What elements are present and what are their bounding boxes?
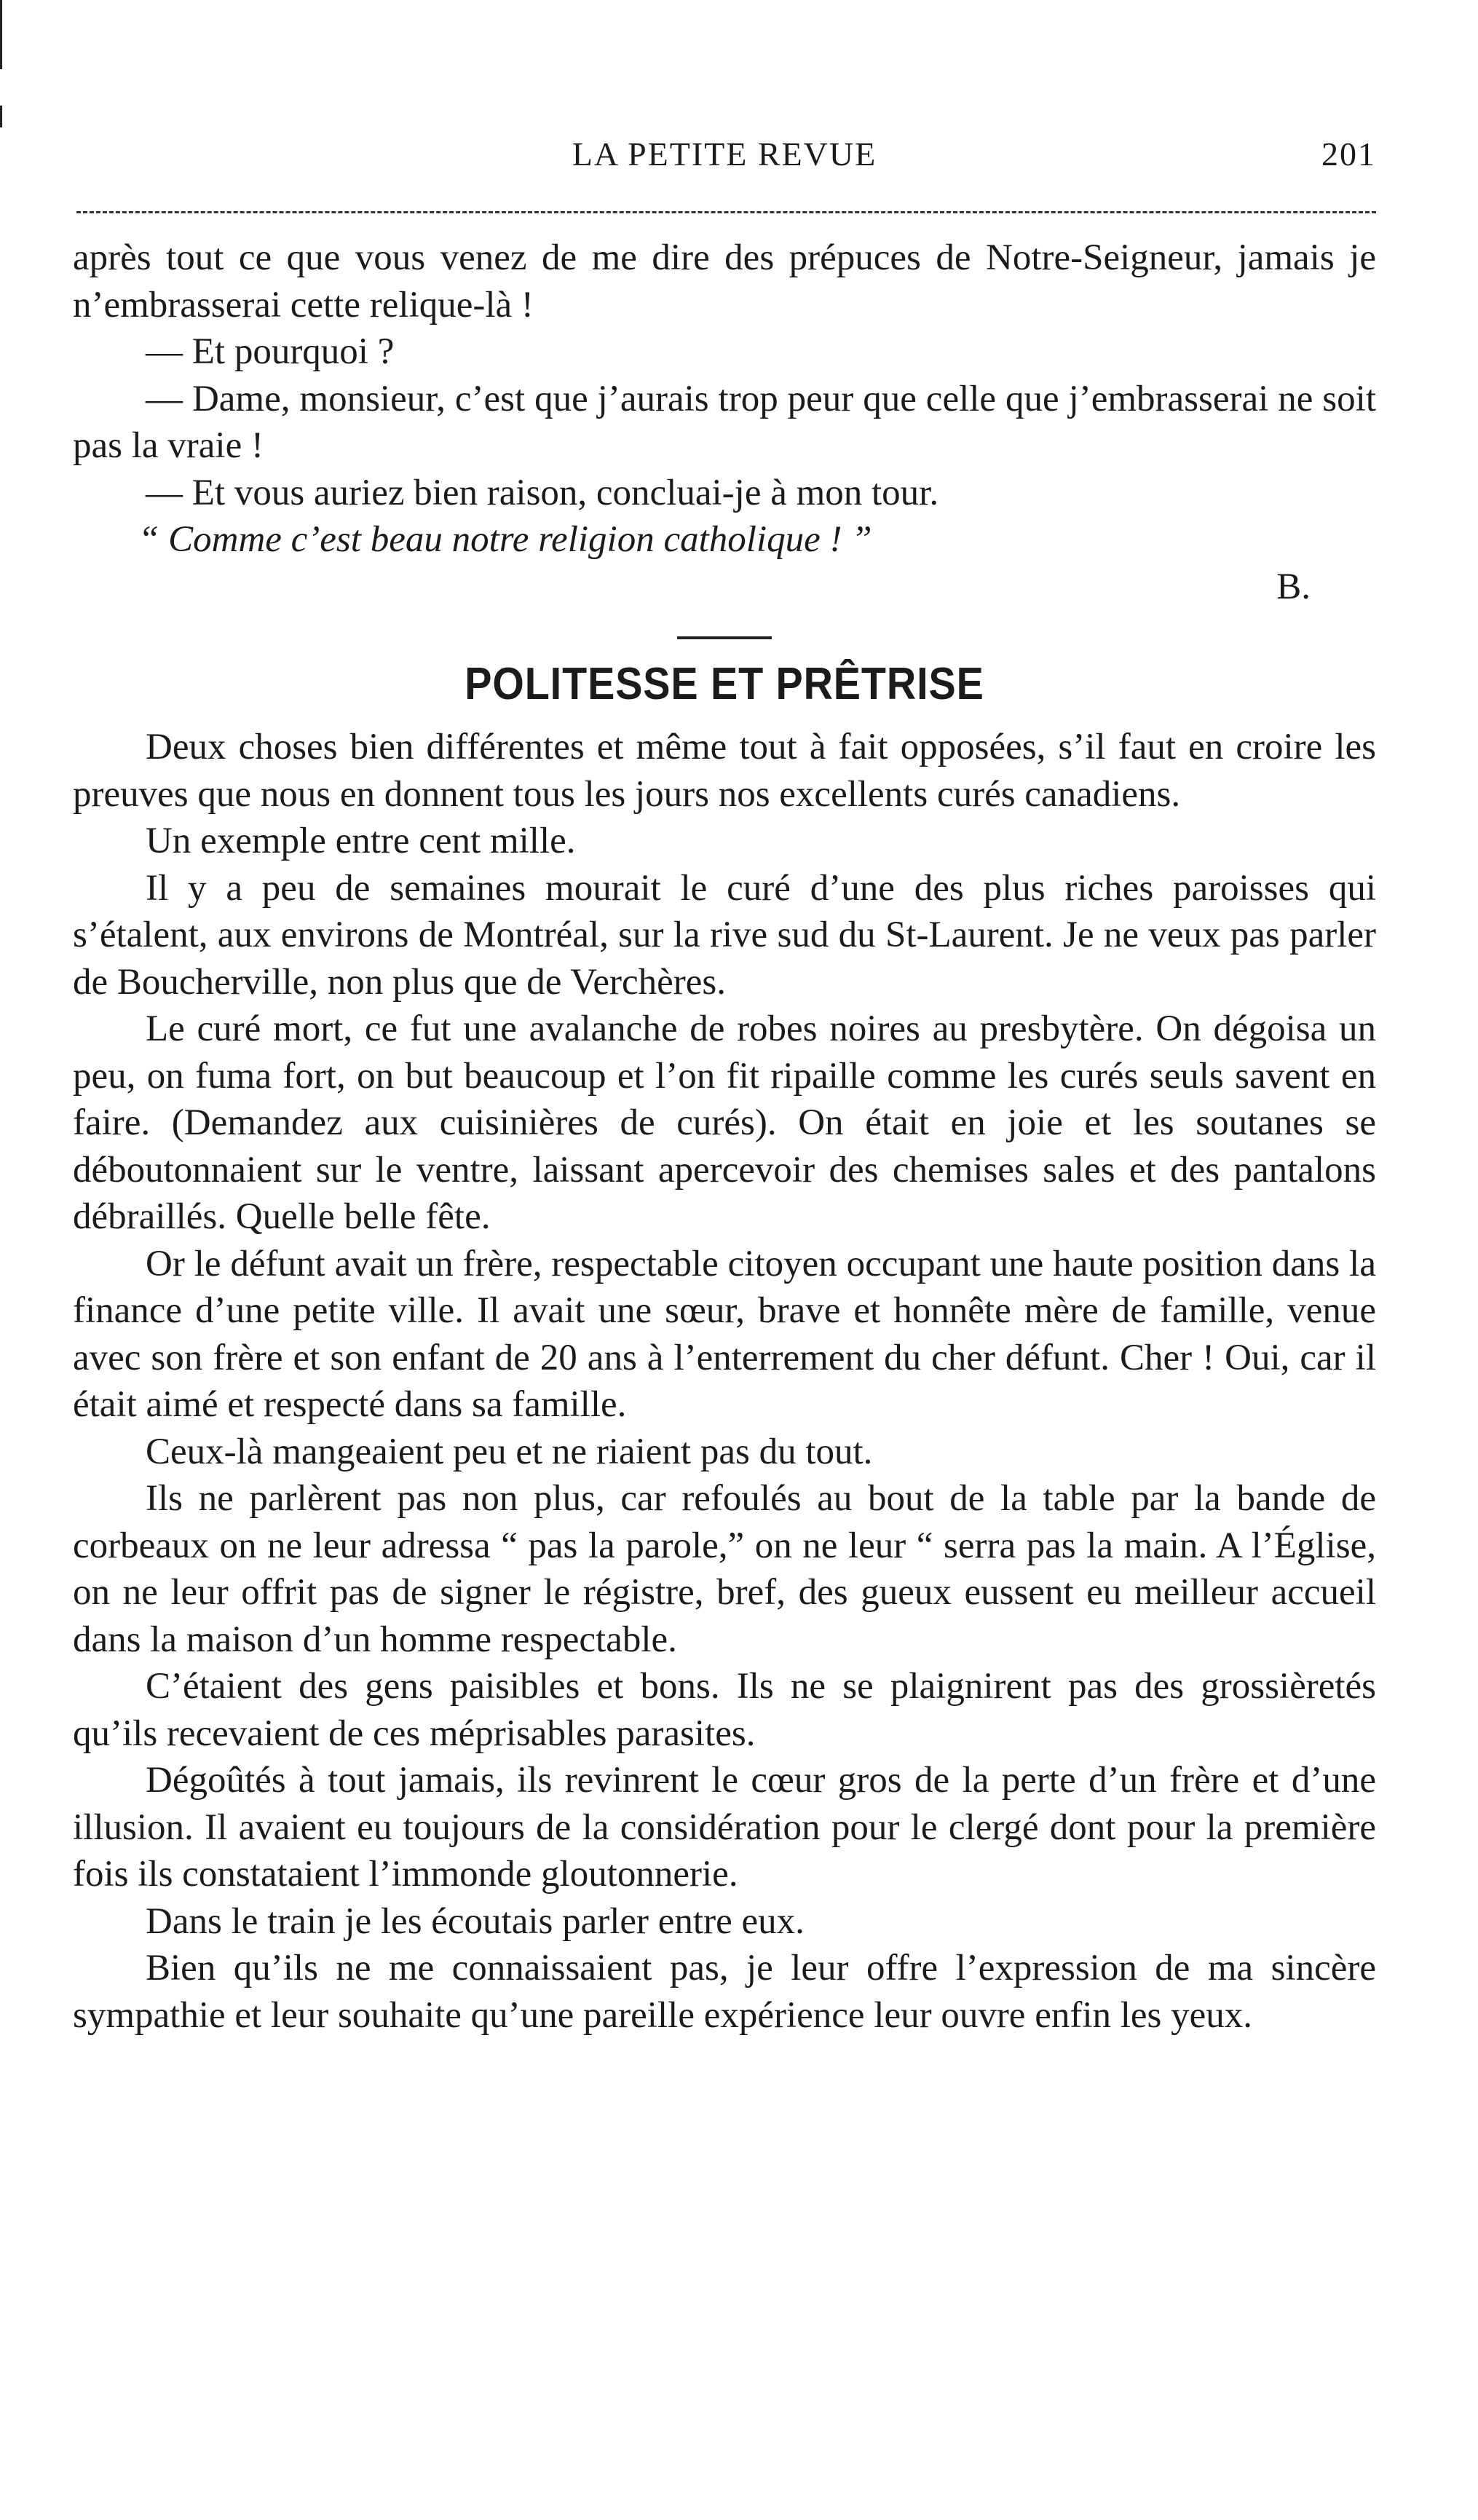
paragraph: C’étaient des gens paisibles et bons. Ils ne se plaignirent pas des grossièretés qu’ils recevaient de ces méprisables parasites. [73, 1666, 1376, 1754]
dialogue-line: — Et pourquoi ? [146, 331, 395, 372]
page-number: 201 [1321, 135, 1376, 173]
scan-edge-mark-top [0, 0, 2, 69]
paragraph: Ceux-là mangeaient peu et ne riaient pas du tout. [146, 1431, 873, 1472]
paragraph: Ils ne parlèrent pas non plus, car refoulés au bout de la table par la bande de corbeaux on ne leur adressa “ pas la parole,” on ne leur “ serra pas la main. A l’Église, on ne leur offrit pas de signer le régistre, bref, des gueux eussent eu meilleur accueil dans la maison d’un homme respectable. [73, 1478, 1376, 1660]
paragraph: Un exemple entre cent mille. [146, 821, 576, 861]
running-header [73, 135, 1376, 178]
section-separator [677, 636, 772, 639]
paragraph: Bien qu’ils ne me connaissaient pas, je leur offre l’expression de ma sincère sympathie et leur souhaite qu’une pareille expérience leur ouvre enfin les yeux. [73, 1948, 1376, 2036]
dialogue-line: — Et vous auriez bien raison, concluai-je à mon tour. [146, 472, 939, 513]
paragraph: Or le défunt avait un frère, respectable citoyen occupant une haute position dans la finance d’une petite ville. Il avait une sœur, brave et honnête mère de famille, venue avec son frère et son enfant de 20 ans à l’enterrement du cher défunt. Cher ! Oui, car il était aimé et respecté dans sa famille. [73, 1243, 1376, 1425]
paragraph: Dans le train je les écoutais parler entre eux. [146, 1900, 805, 1942]
article-title: POLITESSE ET PRÊTRISE [465, 659, 984, 709]
intro-continuation: après tout ce que vous venez de me dire des prépuces de Notre-Seigneur, jamais je n’embrasserai cette relique-là ! [73, 237, 1376, 325]
closing-quote: “ Comme c’est beau notre religion catholique ! ” [138, 519, 872, 560]
paragraph: Le curé mort, ce fut une avalanche de robes noires au presbytère. On dégoisa un peu, on fuma fort, on but beaucoup et l’on fit ripaille comme les curés seuls savent en faire. (Demandez aux cuisinières de curés). On était en joie et les soutanes se déboutonnaient sur le ventre, laissant apercevoir des chemises sales et des pantalons débraillés. Quelle belle fête. [73, 1008, 1376, 1237]
dialogue-line: — Dame, monsieur, c’est que j’aurais trop peur que celle que j’embrasserai ne soit pas la vraie ! [73, 378, 1376, 466]
scan-edge-mark-small [0, 106, 2, 127]
page-body [73, 234, 1376, 2039]
book-page [73, 0, 1376, 2520]
running-title: LA PETITE REVUE [572, 135, 877, 173]
paragraph: Il y a peu de semaines mourait le curé d’une des plus riches paroisses qui s’étalent, aux environs de Montréal, sur la rive sud du St-Laurent. Je ne veux pas parler de Boucherville, non plus que de Verchères. [73, 867, 1376, 1003]
paragraph: Dégoûtés à tout jamais, ils revinrent le cœur gros de la perte d’un frère et d’une illusion. Il avaient eu toujours de la considération pour le clergé dont pour la première fois ils constataient l’immonde gloutonnerie. [73, 1760, 1376, 1895]
paragraph: Deux choses bien différentes et même tout à fait opposées, s’il faut en croire les preuves que nous en donnent tous les jours nos excellents curés canadiens. [73, 727, 1376, 815]
signature: B. [1276, 566, 1311, 607]
header-rule [76, 211, 1376, 213]
